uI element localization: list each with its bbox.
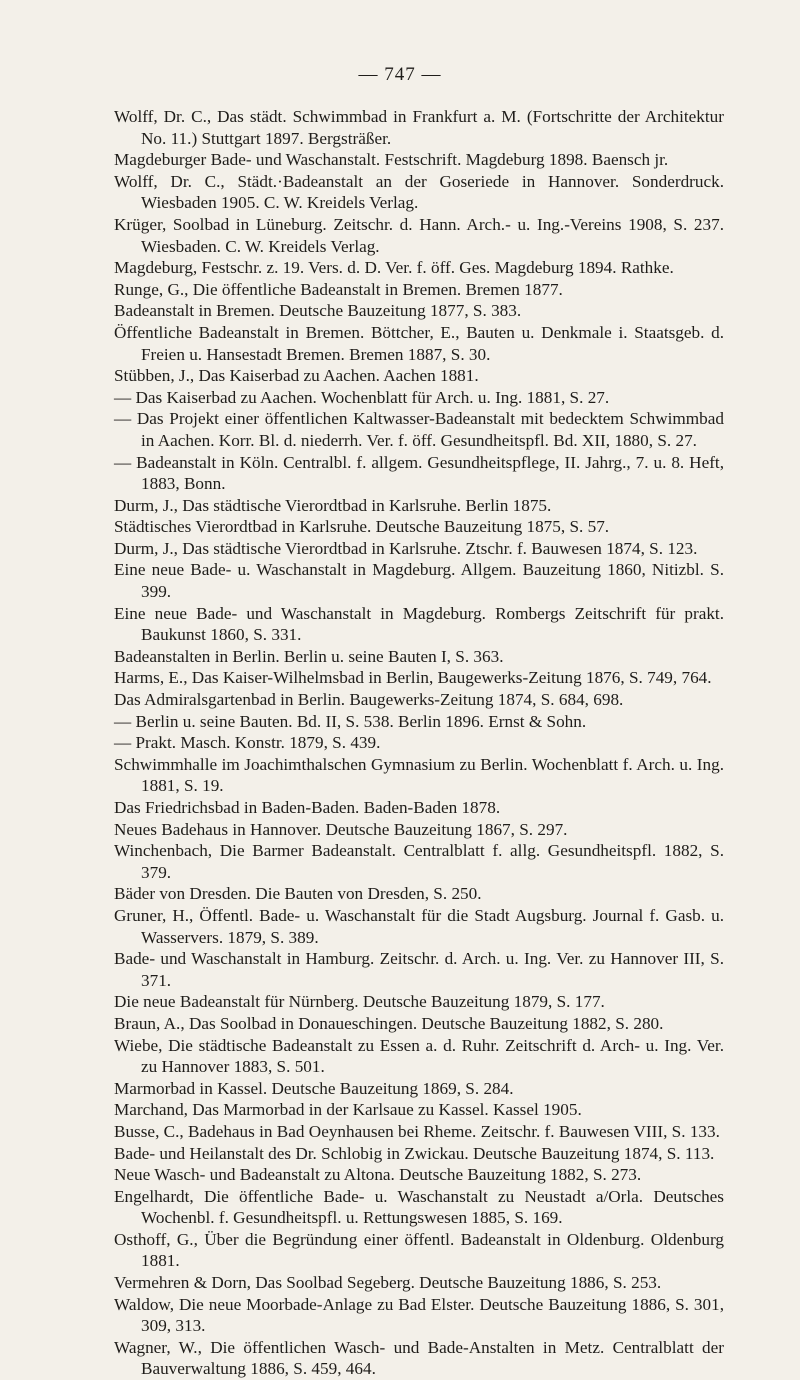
bibliography-entry: Öffentliche Badeanstalt in Bremen. Böttcher, E., Bauten u. Denkmale i. Staatsgeb. d. Freien u. Hansestadt Bremen. Bremen 1887, S. 30. (114, 322, 724, 364)
page-number: — 747 — (358, 64, 442, 85)
bibliography-entry: — Das Projekt einer öffentlichen Kaltwasser-Badeanstalt mit bedecktem Schwimmbad in Aachen. Korr. Bl. d. niederrh. Ver. f. öff. Gesundheitspfl. Bd. XII, 1880, S. 27. (114, 409, 724, 450)
bibliography-entry: Neues Badehaus in Hannover. Deutsche Bauzeitung 1867, S. 297. (114, 819, 568, 839)
bibliography-entry: Neue Wasch- und Badeanstalt zu Altona. Deutsche Bauzeitung 1882, S. 273. (114, 1165, 642, 1185)
bibliography-entry: Vermehren & Dorn, Das Soolbad Segeberg. Deutsche Bauzeitung 1886, S. 253. (114, 1273, 662, 1293)
bibliography-entry: Wolff, Dr. C., Das städt. Schwimmbad in Frankfurt a. M. (Fortschritte der Architektur No. 11.) Stuttgart 1897. Bergsträßer. (114, 107, 724, 148)
bibliography-entry: Marchand, Das Marmorbad in der Karlsaue zu Kassel. Kassel 1905. (114, 1100, 582, 1120)
bibliography-entry: Winchenbach, Die Barmer Badeanstalt. Centralblatt f. allg. Gesundheitspfl. 1882, S. 379. (114, 841, 724, 882)
bibliography-entry: Krüger, Soolbad in Lüneburg. Zeitschr. d. Hann. Arch.- u. Ing.-Vereins 1908, S. 237. Wiesbaden. C. W. Kreidels Verlag. (114, 214, 724, 256)
bibliography-entry: Wolff, Dr. C., Städt.·Badeanstalt an der Goseriede in Hannover. Sonderdruck. Wiesbaden 1905. C. W. Kreidels Verlag. (114, 171, 724, 213)
bibliography-entry: Engelhardt, Die öffentliche Bade- u. Waschanstalt zu Neustadt a/Orla. Deutsches Wochenbl. f. Gesundheitspfl. u. Rettungswesen 1885, S. 169. (114, 1186, 724, 1228)
bibliography-entry: Eine neue Bade- u. Waschanstalt in Magdeburg. Allgem. Bauzeitung 1860, Nitizbl. S. 399. (114, 560, 724, 602)
bibliography-entry: Bade- und Waschanstalt in Hamburg. Zeitschr. d. Arch. u. Ing. Ver. zu Hannover III, S. 371. (114, 949, 724, 990)
bibliography-entry: — Badeanstalt in Köln. Centralbl. f. allgem. Gesundheitspflege, II. Jahrg., 7. u. 8. Heft, 1883, Bonn. (114, 452, 724, 494)
bibliography-entry: Magdeburg, Festschr. z. 19. Vers. d. D. Ver. f. öff. Ges. Magdeburg 1894. Rathke. (114, 258, 674, 278)
bibliography-entry: Durm, J., Das städtische Vierordtbad in Karlsruhe. Ztschr. f. Bauwesen 1874, S. 123. (114, 538, 698, 558)
bibliography-entry: Badeanstalten in Berlin. Berlin u. seine Bauten I, S. 363. (114, 646, 504, 666)
bibliography-entry: Badeanstalt in Bremen. Deutsche Bauzeitung 1877, S. 383. (114, 301, 522, 321)
bibliography-entry: Durm, J., Das städtische Vierordtbad in Karlsruhe. Berlin 1875. (114, 495, 552, 515)
bibliography-entry: Wiebe, Die städtische Badeanstalt zu Essen a. d. Ruhr. Zeitschrift d. Arch- u. Ing. Ver. zu Hannover 1883, S. 501. (114, 1035, 724, 1077)
bibliography-entry: Braun, A., Das Soolbad in Donaueschingen. Deutsche Bauzeitung 1882, S. 280. (114, 1013, 664, 1033)
bibliography-entry: Runge, G., Die öffentliche Badeanstalt in Bremen. Bremen 1877. (114, 279, 563, 299)
bibliography-entry: Bade- und Heilanstalt des Dr. Schlobig in Zwickau. Deutsche Bauzeitung 1874, S. 113. (114, 1143, 715, 1163)
bibliography-entry: Das Friedrichsbad in Baden-Baden. Baden-Baden 1878. (114, 798, 501, 817)
bibliography-entry: Städtisches Vierordtbad in Karlsruhe. Deutsche Bauzeitung 1875, S. 57. (114, 517, 610, 537)
bibliography-entry: — Prakt. Masch. Konstr. 1879, S. 439. (114, 733, 381, 753)
bibliography-entry: Waldow, Die neue Moorbade-Anlage zu Bad Elster. Deutsche Bauzeitung 1886, S. 301, 309, 313. (114, 1294, 724, 1336)
bibliography-entry: Marmorbad in Kassel. Deutsche Bauzeitung 1869, S. 284. (114, 1078, 514, 1098)
bibliography-entry: Eine neue Bade- und Waschanstalt in Magdeburg. Rombergs Zeitschrift für prakt. Baukunst 1860, S. 331. (114, 603, 724, 645)
bibliography-entry: — Berlin u. seine Bauten. Bd. II, S. 538. Berlin 1896. Ernst & Sohn. (114, 711, 587, 731)
bibliography-entry: Bäder von Dresden. Die Bauten von Dresden, S. 250. (114, 884, 482, 904)
bibliography-entry: Gruner, H., Öffentl. Bade- u. Waschanstalt für die Stadt Augsburg. Journal f. Gasb. u. Wasservers. 1879, S. 389. (114, 905, 724, 947)
bibliography-entry: Osthoff, G., Über die Begründung einer öffentl. Badeanstalt in Oldenburg. Oldenburg 1881. (114, 1229, 724, 1271)
bibliography-entry: Die neue Badeanstalt für Nürnberg. Deutsche Bauzeitung 1879, S. 177. (114, 992, 605, 1012)
bibliography-list (114, 106, 724, 1380)
bibliography-entry: Harms, E., Das Kaiser-Wilhelmsbad in Berlin, Baugewerks-Zeitung 1876, S. 749, 764. (114, 668, 712, 688)
bibliography-entry: Busse, C., Badehaus in Bad Oeynhausen bei Rheme. Zeitschr. f. Bauwesen VIII, S. 133. (114, 1121, 720, 1141)
bibliography-entry: Schwimmhalle im Joachimthalschen Gymnasium zu Berlin. Wochenblatt f. Arch. u. Ing. 1881, S. 19. (114, 754, 724, 796)
bibliography-entry: Magdeburger Bade- und Waschanstalt. Festschrift. Magdeburg 1898. Baensch jr. (114, 150, 669, 170)
bibliography-entry: — Das Kaiserbad zu Aachen. Wochenblatt für Arch. u. Ing. 1881, S. 27. (114, 387, 610, 407)
bibliography-entry: Das Admiralsgartenbad in Berlin. Baugewerks-Zeitung 1874, S. 684, 698. (114, 690, 624, 710)
bibliography-entry: Stübben, J., Das Kaiserbad zu Aachen. Aachen 1881. (114, 366, 479, 386)
bibliography-entry: Wagner, W., Die öffentlichen Wasch- und Bade-Anstalten in Metz. Centralblatt der Bauverwaltung 1886, S. 459, 464. (114, 1337, 724, 1379)
